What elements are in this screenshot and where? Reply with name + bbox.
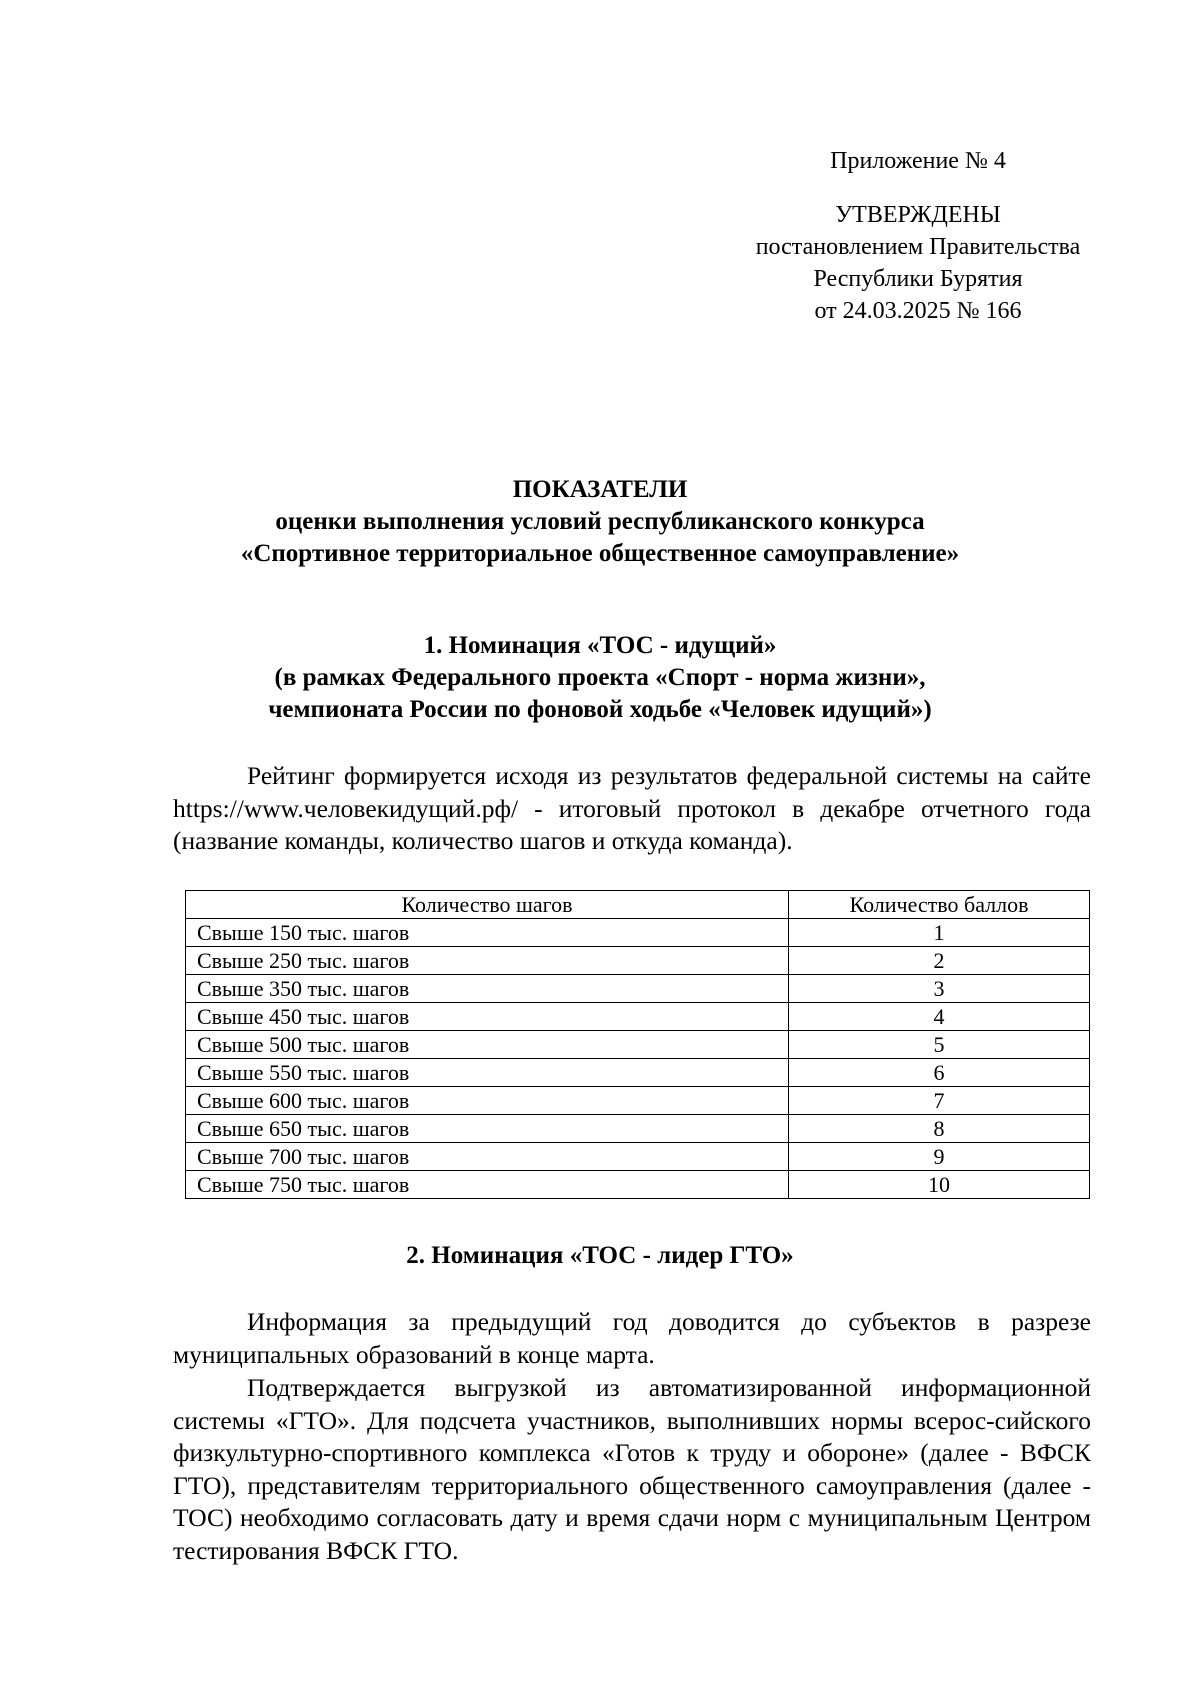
table-row bbox=[186, 1059, 1090, 1087]
table-row bbox=[186, 1115, 1090, 1143]
section-1-paragraph-text: Рейтинг формируется исходя из результатов федеральной системы на сайте https://www.человекидущий.рф/ - итоговый протокол в декабре отчетного года (название команды, количество шагов и откуда команда). bbox=[173, 761, 1091, 855]
table-header-row bbox=[186, 891, 1090, 919]
section-2-paragraph-1 bbox=[173, 1306, 1091, 1371]
cell-points: 3 bbox=[789, 975, 1090, 1003]
appendix-label: Приложение № 4 bbox=[830, 148, 1006, 174]
title-line-3: «Спортивное территориальное общественное самоуправление» bbox=[240, 540, 960, 567]
table-row bbox=[186, 947, 1090, 975]
cell-points: 7 bbox=[789, 1087, 1090, 1115]
cell-points: 6 bbox=[789, 1059, 1090, 1087]
table-row bbox=[186, 1171, 1090, 1199]
title-line-1: ПОКАЗАТЕЛИ bbox=[512, 476, 688, 503]
section-1-heading-line-1: 1. Номинация «ТОС - идущий» bbox=[423, 632, 777, 659]
section-1-paragraph bbox=[173, 760, 1091, 858]
cell-steps: Свыше 750 тыс. шагов bbox=[186, 1171, 789, 1199]
cell-steps: Свыше 550 тыс. шагов bbox=[186, 1059, 789, 1087]
cell-points: 2 bbox=[789, 947, 1090, 975]
section-2-paragraph-2 bbox=[173, 1372, 1091, 1567]
cell-steps: Свыше 650 тыс. шагов bbox=[186, 1115, 789, 1143]
cell-points: 10 bbox=[789, 1171, 1090, 1199]
section-2-paragraph-2-text: Подтверждается выгрузкой из автоматизированной информационной системы «ГТО». Для подсчета участников, выполнивших нормы всерос-сийского физкультурно-спортивного комплекса «Готов к труду и обороне» (далее - ВФСК ГТО), представителям территориального общественного самоуправления (далее - ТОС) необходимо согласовать дату и время сдачи норм с муниципальным Центром тестирования ВФСК ГТО. bbox=[173, 1373, 1091, 1565]
approval-line-1: постановлением Правительства bbox=[755, 234, 1081, 260]
cell-steps: Свыше 700 тыс. шагов bbox=[186, 1143, 789, 1171]
approval-line-3: от 24.03.2025 № 166 bbox=[814, 298, 1022, 324]
section-1-heading-line-3: чемпионата России по фоновой ходьбе «Человек идущий») bbox=[268, 696, 932, 723]
steps-points-table bbox=[185, 890, 1090, 1199]
cell-steps: Свыше 500 тыс. шагов bbox=[186, 1031, 789, 1059]
section-2-paragraph-1-text: Информация за предыдущий год доводится до субъектов в разрезе муниципальных образований в конце марта. bbox=[173, 1307, 1091, 1369]
column-header-points: Количество баллов bbox=[789, 891, 1090, 919]
table-row bbox=[186, 975, 1090, 1003]
document-title bbox=[150, 474, 1050, 570]
cell-points: 8 bbox=[789, 1115, 1090, 1143]
cell-steps: Свыше 350 тыс. шагов bbox=[186, 975, 789, 1003]
cell-points: 1 bbox=[789, 919, 1090, 947]
table-row bbox=[186, 1003, 1090, 1031]
table-row bbox=[186, 919, 1090, 947]
table-row bbox=[186, 1031, 1090, 1059]
cell-points: 9 bbox=[789, 1143, 1090, 1171]
approval-line-2: Республики Бурятия bbox=[813, 266, 1023, 292]
cell-steps: Свыше 250 тыс. шагов bbox=[186, 947, 789, 975]
title-line-2: оценки выполнения условий республиканского конкурса bbox=[275, 508, 925, 535]
section-1-heading-line-2: (в рамках Федерального проекта «Спорт - норма жизни», bbox=[274, 664, 926, 691]
cell-points: 4 bbox=[789, 1003, 1090, 1031]
section-2-heading: 2. Номинация «ТОС - лидер ГТО» bbox=[406, 1242, 794, 1269]
cell-steps: Свыше 450 тыс. шагов bbox=[186, 1003, 789, 1031]
approval-block bbox=[748, 145, 1088, 327]
table-row bbox=[186, 1143, 1090, 1171]
section-1-heading bbox=[150, 630, 1050, 726]
column-header-steps: Количество шагов bbox=[186, 891, 789, 919]
cell-steps: Свыше 150 тыс. шагов bbox=[186, 919, 789, 947]
approved-label: УТВЕРЖДЕНЫ bbox=[835, 202, 1001, 228]
table-row bbox=[186, 1087, 1090, 1115]
cell-points: 5 bbox=[789, 1031, 1090, 1059]
cell-steps: Свыше 600 тыс. шагов bbox=[186, 1087, 789, 1115]
